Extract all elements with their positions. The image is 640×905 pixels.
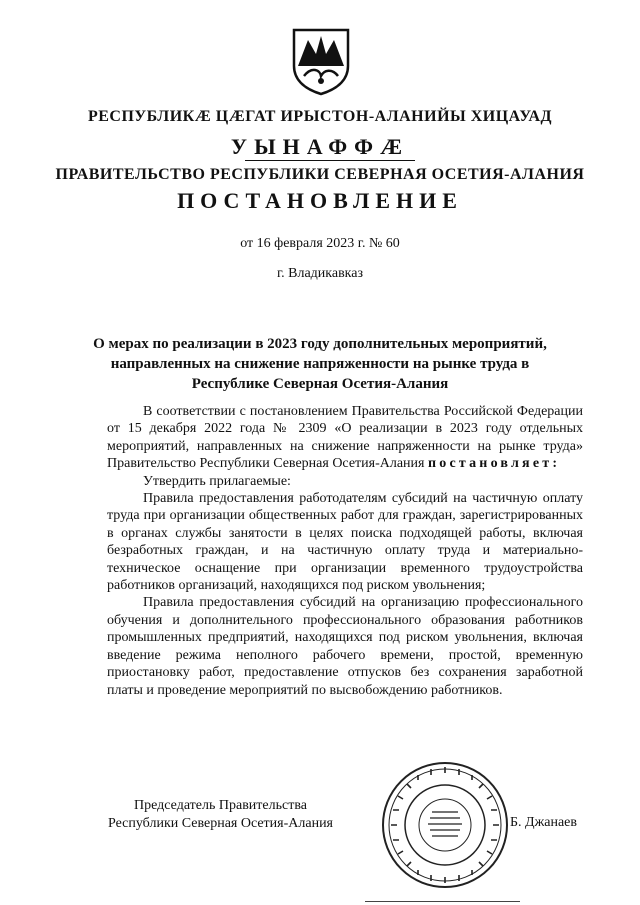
- header-russian-resolution: ПОСТАНОВЛЕНИЕ: [177, 188, 463, 213]
- document-date-number: от 16 февраля 2023 г. № 60: [240, 236, 400, 251]
- paragraph-approve: Утвердить прилагаемые:: [143, 473, 291, 489]
- header-russian-government: ПРАВИТЕЛЬСТВО РЕСПУБЛИКИ СЕВЕРНАЯ ОСЕТИЯ-АЛАНИЯ: [55, 166, 585, 183]
- signatory-name: Б. Джанаев: [510, 815, 578, 830]
- header-ossetian-government: РЕСПУБЛИКӔ ЦӔГАТ ИРЫСТОН-АЛАНИЙЫ ХИЦАУАД: [87, 108, 553, 125]
- signatory-position-line2: Республики Северная Осетия-Алания: [108, 816, 333, 831]
- document-city: г. Владикавказ: [276, 266, 364, 281]
- paragraph-rules-1: Правила предоставления работодателям субсидий на частичную оплату труда при организации общественных работ для граждан, зарегистрированных в органах службы занятости в целях поиска подходящей работы, включая безработных граждан, и на частичную оплату труда и материально-техническое оснащение при организации временного трудоустройства работников организаций, находящихся под риском увольнения;: [107, 491, 583, 594]
- paragraph-rules-2: Правила предоставления субсидий на организацию профессионального обучения и дополнительного профессионального образования работников промышленных предприятий, находящихся под риском увольнения, включая введение режима неполного рабочего времени, простой, временную приостановку работ, предоставление отпусков без сохранения заработной платы и проведение мероприятий по высвобождению работников.: [107, 595, 583, 698]
- signatory-position: [108, 797, 333, 833]
- resolves-word: постановляет:: [427, 456, 561, 472]
- header-ossetian-resolution: УЫНАФФӔ: [230, 134, 410, 159]
- header-underline: [245, 160, 415, 161]
- document-title: О мерах по реализации в 2023 году дополнительных мероприятий, направленных на снижение напряженности на рынке труда в Республике Северная Осетия-Алания: [93, 336, 547, 392]
- signatory-position-line1: Председатель Правительства: [134, 798, 307, 813]
- official-stamp-icon: [380, 760, 510, 890]
- paragraph-preamble: В соответствии с постановлением Правительства Российской Федерации от 15 декабря 2022 года № 2309 «О реализации в 2023 году отдельных мероприятий, направленных на снижение напряженности на рынке труда» Правительство Республики Северная Осетия-Алания постановляет:: [107, 404, 583, 472]
- document-body: [107, 403, 583, 699]
- footer-divider: [365, 901, 520, 902]
- coat-of-arms-icon: [290, 26, 352, 96]
